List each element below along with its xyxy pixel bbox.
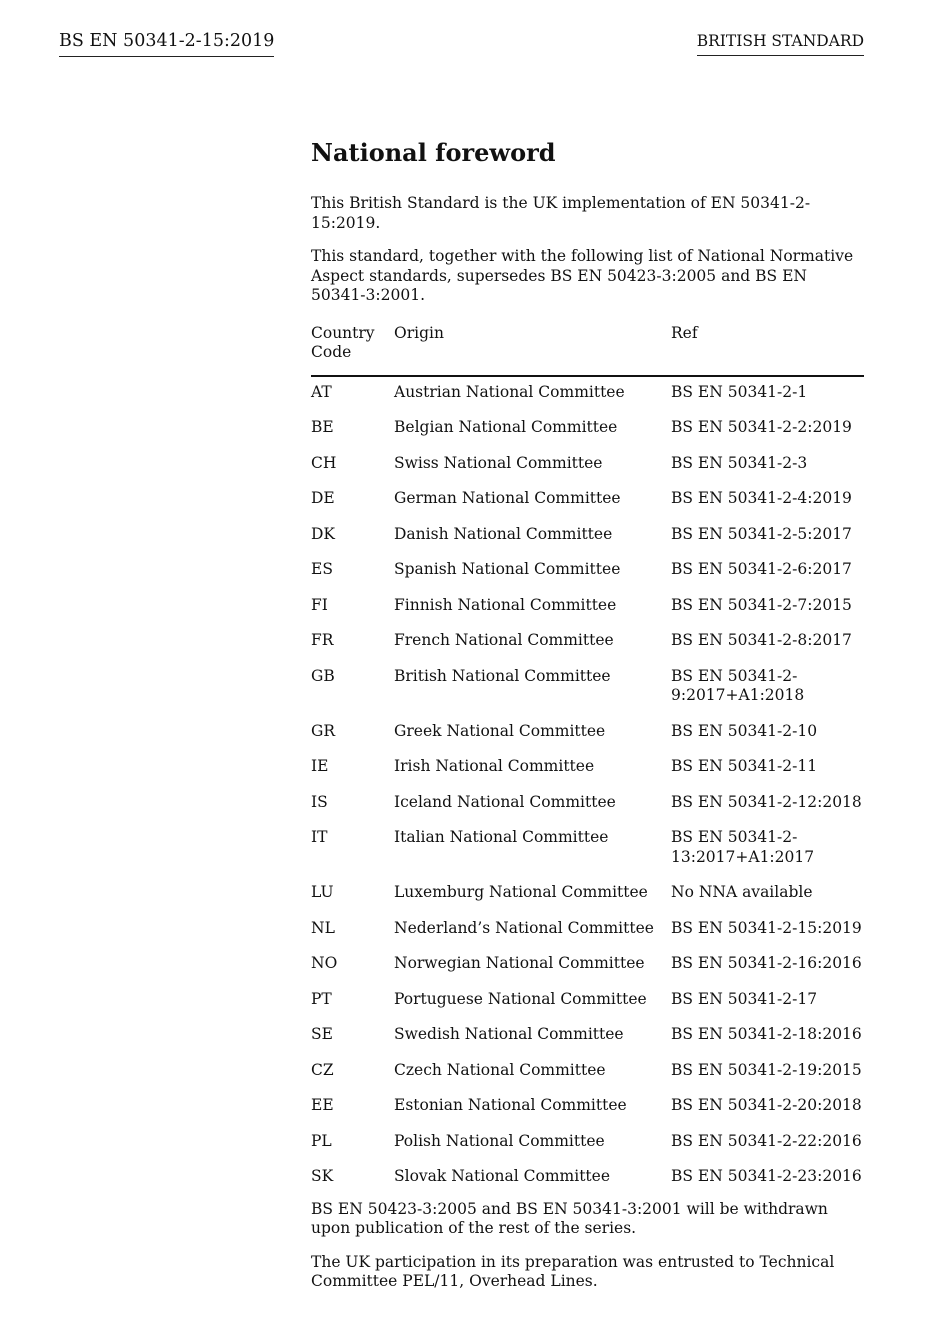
country-code-cell: IE — [311, 757, 329, 775]
ref-cell: BS EN 50341-2-4:2019 — [671, 489, 852, 507]
page-title: National foreword — [311, 138, 556, 167]
table-row — [311, 1019, 864, 1055]
ref-cell: BS EN 50341-2-16:2016 — [671, 954, 862, 972]
ref-cell: BS EN 50341-2-5:2017 — [671, 524, 852, 543]
ref-cell: BS EN 50341-2-6:2017 — [671, 560, 852, 578]
ref-cell: BS EN 50341-2-1 — [671, 382, 808, 401]
origin-cell: German National Committee — [394, 489, 621, 507]
ref-cell: BS EN 50341-2-18:2016 — [671, 1025, 862, 1043]
table-row — [311, 519, 864, 555]
ref-cell: BS EN 50341-2-15:2019 — [671, 918, 862, 937]
country-code-cell: PL — [311, 1131, 332, 1150]
table-row — [311, 751, 864, 787]
ref-cell: BS EN 50341-2-13:2017+A1:2017 — [671, 828, 815, 866]
table-row — [311, 1055, 864, 1091]
country-code-cell: LU — [311, 883, 334, 901]
table-row — [311, 984, 864, 1020]
origin-cell: Luxemburg National Committee — [394, 883, 648, 901]
closing-paragraph-2: The UK participation in its preparation was entrusted to Technical Committee PEL/11, Overhead Lines. — [311, 1252, 835, 1290]
table-row — [311, 376, 864, 413]
table-row — [311, 412, 864, 448]
header-ref: Ref — [671, 324, 864, 376]
origin-cell: Greek National Committee — [394, 721, 606, 740]
table-row — [311, 554, 864, 590]
origin-cell: Czech National Committee — [394, 1060, 606, 1079]
country-code-cell: SK — [311, 1167, 334, 1185]
table-row — [311, 483, 864, 519]
country-code-cell: CZ — [311, 1060, 334, 1079]
country-code-cell: NL — [311, 918, 335, 937]
series-label: BRITISH STANDARD — [697, 32, 864, 56]
ref-cell: BS EN 50341-2-2:2019 — [671, 418, 852, 436]
ref-cell: BS EN 50341-2-8:2017 — [671, 631, 852, 649]
country-code-cell: FI — [311, 595, 328, 614]
closing-paragraph-1: BS EN 50423-3:2005 and BS EN 50341-3:2001 will be withdrawn upon publication of the rest of the series. — [311, 1199, 828, 1237]
origin-cell: Finnish National Committee — [394, 595, 617, 614]
ref-cell: BS EN 50341-2-19:2015 — [671, 1060, 862, 1079]
ref-cell: No NNA available — [671, 883, 813, 901]
table-header-row — [311, 324, 864, 376]
nna-table — [311, 324, 864, 1197]
country-code-cell: FR — [311, 631, 334, 649]
table-row — [311, 877, 864, 913]
ref-cell: BS EN 50341-2-9:2017+A1:2018 — [671, 666, 805, 704]
table-row — [311, 590, 864, 626]
ref-cell: BS EN 50341-2-7:2015 — [671, 595, 852, 614]
country-code-cell: NO — [311, 954, 338, 972]
ref-cell: BS EN 50341-2-10 — [671, 721, 818, 740]
country-code-cell: CH — [311, 453, 337, 472]
origin-cell: Spanish National Committee — [394, 560, 621, 578]
table-row — [311, 822, 864, 877]
intro-paragraph-2: This standard, together with the following list of National Normative Aspect standards, supersedes BS EN 50423-3:2005 and BS EN 50341-3:2001. — [311, 247, 854, 304]
document-id: BS EN 50341-2-15:2019 — [59, 31, 274, 57]
table-row — [311, 948, 864, 984]
country-code-cell: ES — [311, 560, 333, 578]
country-code-cell: DE — [311, 489, 335, 507]
origin-cell: Portuguese National Committee — [394, 989, 647, 1008]
origin-cell: British National Committee — [394, 666, 611, 685]
country-code-cell: IT — [311, 828, 328, 846]
table-row — [311, 716, 864, 752]
origin-cell: Belgian National Committee — [394, 418, 618, 436]
origin-cell: Norwegian National Committee — [394, 954, 645, 972]
ref-cell: BS EN 50341-2-12:2018 — [671, 792, 862, 811]
table-row — [311, 913, 864, 949]
country-code-cell: EE — [311, 1096, 334, 1114]
origin-cell: Austrian National Committee — [394, 382, 625, 401]
origin-cell: Swiss National Committee — [394, 453, 603, 472]
origin-cell: Iceland National Committee — [394, 792, 616, 811]
intro-paragraph-1: This British Standard is the UK implementation of EN 50341-2-15:2019. — [311, 194, 811, 232]
ref-cell: BS EN 50341-2-11 — [671, 757, 818, 775]
country-code-cell: PT — [311, 989, 332, 1008]
origin-cell: Slovak National Committee — [394, 1167, 611, 1185]
origin-cell: French National Committee — [394, 631, 614, 649]
header-country-code: Country Code — [311, 324, 394, 376]
foreword-content — [311, 137, 864, 1306]
origin-cell: Polish National Committee — [394, 1131, 605, 1150]
table-row — [311, 1126, 864, 1162]
origin-cell: Danish National Committee — [394, 524, 613, 543]
country-code-cell: AT — [311, 382, 332, 401]
table-row — [311, 661, 864, 716]
table-body — [311, 376, 864, 1197]
ref-cell: BS EN 50341-2-23:2016 — [671, 1167, 862, 1185]
country-code-cell: GR — [311, 721, 336, 740]
ref-cell: BS EN 50341-2-22:2016 — [671, 1131, 862, 1150]
ref-cell: BS EN 50341-2-20:2018 — [671, 1096, 862, 1114]
table-row — [311, 448, 864, 484]
country-code-cell: IS — [311, 792, 328, 811]
origin-cell: Italian National Committee — [394, 828, 609, 846]
table-row — [311, 1090, 864, 1126]
table-row — [311, 625, 864, 661]
origin-cell: Irish National Committee — [394, 757, 595, 775]
ref-cell: BS EN 50341-2-17 — [671, 989, 818, 1008]
country-code-cell: DK — [311, 524, 336, 543]
country-code-cell: BE — [311, 418, 334, 436]
header-origin: Origin — [394, 324, 671, 376]
country-code-cell: SE — [311, 1025, 333, 1043]
origin-cell: Swedish National Committee — [394, 1025, 624, 1043]
table-row — [311, 787, 864, 823]
country-code-cell: GB — [311, 666, 335, 685]
table-row — [311, 1161, 864, 1197]
ref-cell: BS EN 50341-2-3 — [671, 453, 808, 472]
origin-cell: Nederland’s National Committee — [394, 918, 654, 937]
origin-cell: Estonian National Committee — [394, 1096, 627, 1114]
